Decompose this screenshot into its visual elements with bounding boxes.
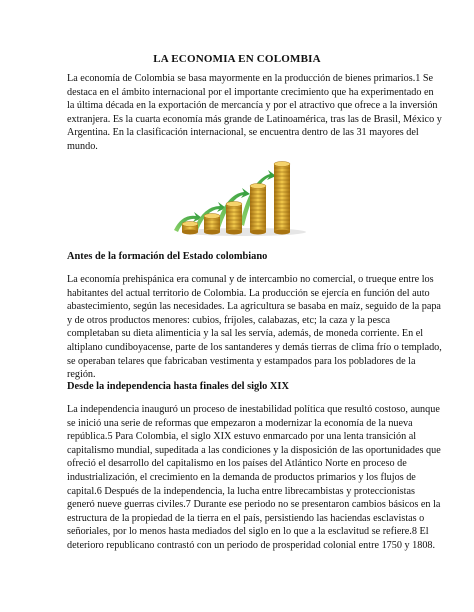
coin-stack-1 [182,222,198,235]
paragraph-line: La economía de Colombia se basa mayormente en la producción de bienes primarios.1 Se [67,73,434,84]
section-heading-prehispanic: Antes de la formación del Estado colombiano [67,251,268,262]
paragraph-line: región. [67,369,96,381]
paragraph-line: Argentina. En la clasificación internacional, se encuentra dentro de las 31 mayores del [67,127,419,139]
paragraph-line: se operaban telares que fabricaban vestimenta y estampados para los pobladores de la [67,355,416,367]
paragraph-line: extranjera. Es la cuarta economía más grande de Latinoamérica, tras las de Brasil, México y [67,113,442,125]
document-title: LA ECONOMIA EN COLOMBIA [153,53,321,65]
paragraph-line: La independencia inauguró un proceso de inestabilidad política que resultó costoso, aunque [67,404,440,415]
coin-stack-2 [204,214,220,235]
paragraph-line: industrialización, el crecimiento en la demanda de productos primarios y los flujos de [67,471,416,483]
paragraph-line: generó nueve guerras civiles.7 Durante ese periodo no se presentaron cambios básicos en la [67,499,441,511]
paragraph-line: se inició una serie de reformas que empezaron a modernizar la economía de la nueva [67,417,413,429]
paragraph-line: capitalismo mundial, supeditada a las condiciones y la disposición de las oportunidades que [67,444,441,456]
intro-paragraph [67,72,442,154]
section-heading-independence: Desde la independencia hasta finales del siglo XIX [67,381,289,392]
coin-stack-5 [274,162,290,235]
paragraph-line: capital.6 Después de la independencia, la lucha entre librecambistas y proteccionistas [67,485,415,497]
prehispanic-paragraph [67,273,442,382]
coins-illustration [168,156,308,238]
paragraph-line: y de otros productos menores: cubios, fríjoles, calabazas, etc; la caza y la pesca [67,314,391,326]
paragraph-line: república.5 Para Colombia, el siglo XIX estuvo enmarcado por una lenta transición al [67,431,417,443]
paragraph-line: estructura de la propiedad de la tierra en el país, persistiendo las haciendas esclavistas o [67,512,425,524]
paragraph-line: completaban su dieta alimenticia y la sal les servía, además, de moneda corriente. En el [67,328,424,340]
paragraph-line: La economía prehispánica era comunal y de intercambio no comercial, o trueque entre los [67,274,434,285]
coin-stacks-growth-arrow-icon [168,156,308,238]
paragraph-line: destaca en el ámbito internacional por el importante crecimiento que ha experimentado en [67,86,434,98]
independence-paragraph [67,403,441,553]
paragraph-line: la última década en la exportación de mercancía y por el atractivo que ofrece a la inversión [67,100,438,112]
paragraph-line: altiplano cundiboyacense, parte de los santanderes y demás tierras de clima frío o templado, [67,341,442,353]
paragraph-line: abastecimiento, según las necesidades. La agricultura se basaba en maíz, seguido de la papa [67,301,441,313]
paragraph-line: habitantes del actual territorio de Colombia. La producción se ejercía en función del auto [67,287,430,299]
paragraph-line: deterioro republicano contrastó con un periodo de prosperidad colonial entre 1750 y 1808. [67,539,436,551]
paragraph-line: mundo. [67,140,98,152]
coin-stack-3 [226,202,242,235]
paragraph-line: ofreció el desarrollo del capitalismo en los países del Atlántico Norte en proceso de [67,458,407,470]
paragraph-line: señoriales, por lo menos hasta mediados del siglo en lo que a la esclavitud se refiere.8 El [67,526,429,538]
coin-stack-4 [250,184,266,235]
